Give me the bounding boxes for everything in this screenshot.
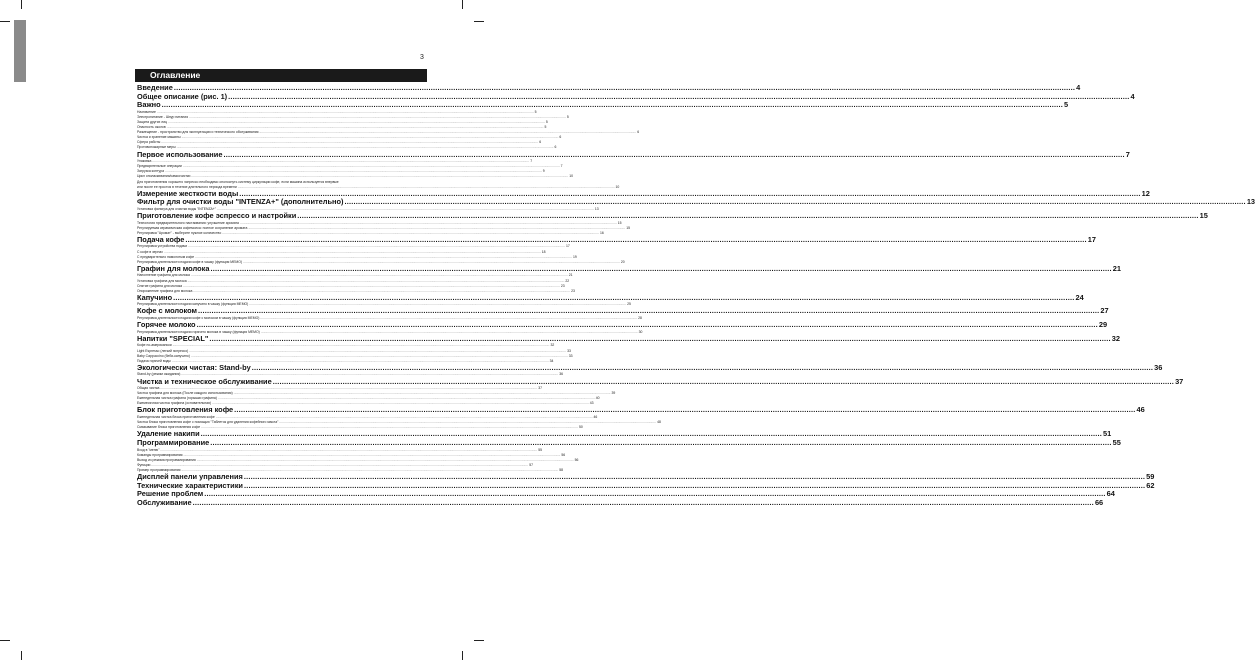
toc-entry-title: Подача горячей воды [137, 358, 171, 363]
toc-entry-page: 29 [1098, 320, 1108, 330]
toc-entry-title: Цикл ополаскивания/самоочистки [137, 174, 191, 179]
toc-leader-dots: ................................................................................................................................................................................................................................................................................................................................................................................................................ [201, 425, 578, 430]
toc-entry-title: Общее описание (рис. 1) [137, 91, 228, 101]
language-side-tab [14, 20, 26, 82]
toc-leader-dots: ................................................................................................................................................................................................................................................................................................................................................................................................................ [166, 125, 544, 130]
toc-entry-page: 24 [1075, 292, 1084, 302]
toc-entry-title: Чистка и хранение машины [137, 135, 181, 140]
toc-leader-dots: ................................................................................................................................................................................................................................................................................................................................................................................................................ [185, 234, 1087, 244]
toc-entry-title: Защита других лиц [137, 119, 168, 124]
toc-entry-page: 7 [1125, 149, 1130, 159]
toc-leader-dots: ................................................................................................................................................................................................................................................................................................................................................................................................................ [173, 83, 1076, 92]
toc-leader-dots: ................................................................................................................................................................................................................................................................................................................................................................................................................ [193, 288, 571, 293]
toc-entry-title: Установка фильтра для очистки воды "INTENZA+" [137, 206, 216, 211]
toc-entry-title: Графин для молока [137, 263, 210, 273]
toc-entry-title: Размещение - пространство для эксплуатации и технического обслуживания [137, 130, 259, 135]
toc-entry-title: Пример программирования [137, 467, 181, 472]
toc-entry-title: Напитки "SPECIAL" [137, 333, 209, 343]
toc-entry-page: 4 [1076, 83, 1081, 92]
toc-entry-page: 6 [554, 145, 557, 150]
toc-entry-title: Baby Cappuccino (беби-капучино) [137, 353, 190, 358]
toc-entry-title: Опасность ожогов [137, 125, 166, 130]
toc-leader-dots: ................................................................................................................................................................................................................................................................................................................................................................................................................ [196, 457, 574, 462]
toc-leader-dots: ................................................................................................................................................................................................................................................................................................................................................................................................................ [161, 140, 539, 145]
toc-leader-dots: ................................................................................................................................................................................................................................................................................................................................................................................................................ [243, 480, 1146, 490]
toc-leader-dots: ................................................................................................................................................................................................................................................................................................................................................................................................................ [191, 174, 569, 179]
toc-entry-page: 13 [1246, 197, 1255, 207]
toc-section-entry [137, 405, 1145, 415]
toc-entry-page: 58 [559, 467, 564, 472]
toc-entry-page: 22 [565, 278, 570, 283]
toc-leader-dots: ................................................................................................................................................................................................................................................................................................................................................................................................................ [183, 452, 561, 457]
toc-entry-title: Для приготовления хорошего эспрессо необходимо ополоснуть систему циркуляции кофе, если машина используется впервые [137, 179, 339, 184]
toc-section-entry [137, 210, 1208, 221]
toc-entry-page: 64 [1106, 489, 1115, 499]
toc-leader-dots: ................................................................................................................................................................................................................................................................................................................................................................................................................ [168, 119, 545, 124]
toc-entry-title: Фильтр для очистки воды "INTENZA+" (дополнительно) [137, 197, 344, 207]
toc-entry-page: 57 [529, 462, 533, 467]
crop-mark [474, 21, 484, 22]
crop-mark [21, 651, 22, 660]
toc-leader-dots: ................................................................................................................................................................................................................................................................................................................................................................................................................ [259, 130, 637, 135]
toc-entry-page: 5 [544, 125, 547, 130]
toc-leader-dots: ................................................................................................................................................................................................................................................................................................................................................................................................................ [243, 472, 1146, 481]
toc-entry-page: 37 [538, 386, 542, 391]
toc-entry-title: Чистка и техническое обслуживание [137, 376, 272, 386]
toc-entry-page: 28 [638, 316, 642, 321]
toc-entry-title: Наполнение графина для молока [137, 273, 190, 278]
page-title: Оглавление [150, 70, 201, 80]
toc-entry-page: 21 [568, 273, 573, 278]
toc-entry-title: Важно [137, 100, 161, 110]
toc-entry-title: Экологически чистая: Stand-by [137, 362, 251, 372]
toc-entry-title: Вход в "меню" [137, 447, 160, 452]
toc-entry-title: Электропитание - Шнур питания [137, 114, 189, 119]
toc-leader-dots: ................................................................................................................................................................................................................................................................................................................................................................................................................ [210, 263, 1112, 273]
toc-entry-page: 15 [626, 225, 631, 230]
toc-entry-page: 43 [589, 401, 594, 406]
crop-mark [21, 0, 22, 9]
toc-section-entry [137, 197, 1255, 207]
toc-entry-title: Измерение жесткости воды [137, 188, 239, 198]
toc-entry-title-cont: или после ее простоя в течение длительного периода времени [137, 184, 237, 189]
toc-section-entry [137, 100, 1069, 110]
toc-entry-page: 32 [550, 343, 555, 348]
toc-entry-page: 23 [560, 283, 565, 288]
toc-entry-page: 39 [611, 391, 616, 396]
toc-leader-dots: ................................................................................................................................................................................................................................................................................................................................................................................................................ [189, 348, 567, 353]
toc-entry-title: Подача кофе [137, 234, 185, 244]
toc-entry-title: Решение проблем [137, 489, 204, 499]
crop-mark [0, 640, 10, 641]
toc-entry-title: Дисплей панели управления [137, 472, 243, 481]
toc-leader-dots: ................................................................................................................................................................................................................................................................................................................................................................................................................ [151, 462, 529, 467]
toc-entry-page: 5 [545, 119, 548, 124]
toc-leader-dots: ................................................................................................................................................................................................................................................................................................................................................................................................................ [237, 184, 615, 189]
table-of-contents [137, 83, 1255, 507]
toc-section-entry [137, 149, 1130, 160]
toc-leader-dots: ................................................................................................................................................................................................................................................................................................................................................................................................................ [181, 467, 559, 472]
toc-entry-page: 6 [637, 130, 640, 135]
toc-leader-dots: ................................................................................................................................................................................................................................................................................................................................................................................................................ [228, 91, 1130, 101]
toc-entry-title: Регулировка длительности подачи горячего молока в чашку (функция MEMO) [137, 329, 260, 334]
toc-entry-title: Удаление накипи [137, 429, 200, 439]
toc-entry-title: Назначение [137, 109, 156, 114]
toc-entry-title: Регулируемая керамическая кофемолка: полное сохранение аромата [137, 225, 248, 230]
toc-leader-dots: ................................................................................................................................................................................................................................................................................................................................................................................................................ [260, 316, 638, 321]
toc-entry-page: 20 [620, 259, 625, 264]
toc-entry-title: Введение [137, 83, 173, 92]
toc-entry-title: Программирование [137, 437, 210, 447]
toc-entry-title: Обслуживание [137, 497, 192, 507]
toc-entry-title: Смазывание блока приготовления кофе [137, 425, 201, 430]
toc-leader-dots: ................................................................................................................................................................................................................................................................................................................................................................................................................ [188, 244, 566, 249]
toc-leader-dots: ................................................................................................................................................................................................................................................................................................................................................................................................................ [189, 114, 566, 119]
toc-leader-dots: ................................................................................................................................................................................................................................................................................................................................................................................................................ [192, 497, 1094, 507]
toc-entry-title: Еженедельная чистка графина (горышки графина) [137, 396, 217, 401]
toc-entry-title: Противопожарные меры [137, 145, 176, 150]
toc-entry-page: 19 [572, 254, 577, 259]
toc-entry-title: Общая чистка [137, 386, 160, 391]
toc-entry-page: 36 [1154, 362, 1163, 372]
toc-leader-dots: ................................................................................................................................................................................................................................................................................................................................................................................................................ [239, 188, 1141, 198]
toc-section-entry [137, 333, 1120, 344]
toc-entry-title: Функции [137, 462, 151, 467]
toc-leader-dots: ................................................................................................................................................................................................................................................................................................................................................................................................................ [181, 372, 559, 377]
toc-entry-page: 17 [566, 244, 570, 249]
toc-section-entry [137, 263, 1122, 274]
toc-leader-dots: ................................................................................................................................................................................................................................................................................................................................................................................................................ [176, 145, 554, 150]
toc-entry-page: 10 [615, 184, 620, 189]
toc-leader-dots: ................................................................................................................................................................................................................................................................................................................................................................................................................ [260, 329, 638, 334]
toc-leader-dots: ................................................................................................................................................................................................................................................................................................................................................................................................................ [182, 164, 560, 169]
toc-entry-title: Блок приготовления кофе [137, 405, 234, 415]
toc-entry-title: Команды программирования [137, 452, 183, 457]
toc-section-entry [137, 497, 1104, 508]
toc-leader-dots: ................................................................................................................................................................................................................................................................................................................................................................................................................ [279, 420, 657, 425]
toc-leader-dots: ................................................................................................................................................................................................................................................................................................................................................................................................................ [190, 353, 568, 358]
toc-entry-page: 18 [541, 249, 546, 254]
toc-entry-page: 34 [549, 358, 554, 363]
toc-leader-dots: ................................................................................................................................................................................................................................................................................................................................................................................................................ [249, 302, 627, 307]
toc-subsection-entry [137, 174, 574, 179]
toc-entry-page: 36 [559, 372, 564, 377]
toc-leader-dots: ................................................................................................................................................................................................................................................................................................................................................................................................................ [187, 278, 565, 283]
toc-leader-dots: ................................................................................................................................................................................................................................................................................................................................................................................................................ [164, 169, 542, 174]
page-number: 3 [420, 54, 424, 61]
toc-leader-dots: ................................................................................................................................................................................................................................................................................................................................................................................................................ [173, 292, 1075, 302]
toc-leader-dots: ................................................................................................................................................................................................................................................................................................................................................................................................................ [215, 415, 593, 420]
toc-section-entry [137, 437, 1121, 448]
toc-entry-title: Опорожнение графина для молока [137, 288, 193, 293]
toc-leader-dots: ................................................................................................................................................................................................................................................................................................................................................................................................................ [222, 230, 600, 235]
toc-entry-title: Технические характеристики [137, 480, 243, 490]
toc-entry-page: 6 [559, 135, 562, 140]
toc-entry-title: Еженедельная чистка блока приготовления кофе [137, 415, 215, 420]
toc-leader-dots: ................................................................................................................................................................................................................................................................................................................................................................................................................ [160, 447, 538, 452]
toc-leader-dots: ................................................................................................................................................................................................................................................................................................................................................................................................................ [204, 489, 1106, 499]
toc-entry-page: 5 [1064, 100, 1069, 110]
toc-leader-dots: ................................................................................................................................................................................................................................................................................................................................................................................................................ [161, 100, 1064, 110]
toc-leader-dots: ................................................................................................................................................................................................................................................................................................................................................................................................................ [181, 135, 559, 140]
toc-leader-dots: ................................................................................................................................................................................................................................................................................................................................................................................................................ [160, 386, 538, 391]
toc-entry-title: С предварительно намолотым кофе [137, 254, 195, 259]
crop-mark [462, 651, 463, 660]
toc-entry-title: С кофе в зернах [137, 249, 163, 254]
toc-entry-page: 37 [1175, 376, 1184, 386]
toc-leader-dots: ................................................................................................................................................................................................................................................................................................................................................................................................................ [242, 259, 620, 264]
toc-entry-title: Предварительные операции [137, 164, 182, 169]
toc-entry-page: 5 [534, 109, 537, 114]
toc-leader-dots: ................................................................................................................................................................................................................................................................................................................................................................................................................ [163, 249, 541, 254]
toc-entry-page: 15 [1199, 210, 1208, 220]
toc-entry-page: 27 [1100, 306, 1109, 316]
toc-entry-page: 66 [1094, 497, 1104, 507]
toc-entry-page: 7 [530, 159, 533, 164]
toc-entry-title: Капучино [137, 292, 173, 302]
toc-entry-page: 9 [542, 169, 545, 174]
toc-leader-dots: ................................................................................................................................................................................................................................................................................................................................................................................................................ [297, 210, 1199, 220]
toc-entry-title: Горячее молоко [137, 320, 196, 330]
toc-leader-dots: ................................................................................................................................................................................................................................................................................................................................................................................................................ [234, 405, 1136, 415]
toc-entry-title: Light Espresso (легкий эспрессо) [137, 348, 189, 353]
crop-mark [474, 640, 484, 641]
toc-leader-dots: ................................................................................................................................................................................................................................................................................................................................................................................................................ [344, 197, 1246, 207]
toc-entry-page: 50 [578, 425, 583, 430]
toc-entry-title: Выход из режима программирования [137, 457, 196, 462]
toc-entry-title: Сфера работы [137, 140, 161, 145]
toc-entry-page: 23 [571, 288, 575, 293]
toc-entry-page: 46 [1136, 405, 1145, 415]
toc-leader-dots: ................................................................................................................................................................................................................................................................................................................................................................................................................ [239, 220, 617, 225]
toc-entry-title: Регулировка длительности подачи капучино в чашку (функция MEMO) [137, 302, 249, 307]
toc-entry-title: Регулировка длительности подачи кофе в чашку (функция MEMO) [137, 259, 242, 264]
toc-entry-page: 46 [593, 415, 598, 420]
toc-entry-page: 33 [567, 348, 571, 353]
toc-leader-dots: ................................................................................................................................................................................................................................................................................................................................................................................................................ [198, 306, 1100, 316]
toc-entry-title: Stand-by (режим ожидания) [137, 372, 181, 377]
toc-entry-page: 55 [1112, 437, 1121, 447]
toc-entry-title: Регулировка устройства подачи [137, 244, 188, 249]
toc-leader-dots: ................................................................................................................................................................................................................................................................................................................................................................................................................ [210, 437, 1112, 447]
toc-section-entry [137, 362, 1163, 373]
toc-entry-page: 6 [539, 140, 542, 145]
toc-leader-dots: ................................................................................................................................................................................................................................................................................................................................................................................................................ [172, 343, 550, 348]
toc-leader-dots: ................................................................................................................................................................................................................................................................................................................................................................................................................ [217, 396, 595, 401]
toc-section-entry [137, 292, 1084, 303]
toc-entry-title: Технология предварительного настаивания: улучшение аромата [137, 220, 239, 225]
toc-entry-page: 55 [538, 447, 543, 452]
toc-entry-page: 13 [594, 206, 599, 211]
toc-section-entry [137, 306, 1109, 316]
toc-leader-dots: ................................................................................................................................................................................................................................................................................................................................................................................................................ [233, 391, 611, 396]
toc-entry-title: Чистка графина для молока (После каждого использования) [137, 391, 233, 396]
toc-entry-page: 25 [627, 302, 631, 307]
toc-entry-page: 56 [561, 452, 566, 457]
toc-leader-dots: ................................................................................................................................................................................................................................................................................................................................................................................................................ [156, 109, 534, 114]
toc-leader-dots: ................................................................................................................................................................................................................................................................................................................................................................................................................ [272, 376, 1175, 386]
toc-leader-dots: ................................................................................................................................................................................................................................................................................................................................................................................................................ [251, 362, 1154, 372]
crop-mark [0, 21, 10, 22]
toc-leader-dots: ................................................................................................................................................................................................................................................................................................................................................................................................................ [248, 225, 626, 230]
toc-entry-title: Чистка блока приготовления кофе с помощью "Таблеток для удаления кофейного масла" [137, 420, 279, 425]
toc-section-entry [137, 234, 1096, 245]
toc-entry-page: 10 [569, 174, 574, 179]
toc-leader-dots: ................................................................................................................................................................................................................................................................................................................................................................................................................ [211, 401, 589, 406]
toc-entry-page: 32 [1111, 333, 1120, 343]
toc-entry-page: 7 [560, 164, 563, 169]
toc-entry-page: 56 [574, 457, 579, 462]
toc-entry-page: 12 [1141, 188, 1150, 198]
toc-entry-page: 5 [566, 114, 569, 119]
toc-leader-dots: ................................................................................................................................................................................................................................................................................................................................................................................................................ [200, 429, 1102, 439]
toc-entry-page: 21 [1112, 263, 1122, 273]
toc-entry-title: Упаковка [137, 159, 152, 164]
toc-entry-page: 48 [657, 420, 661, 425]
toc-leader-dots: ................................................................................................................................................................................................................................................................................................................................................................................................................ [183, 283, 560, 288]
toc-leader-dots: ................................................................................................................................................................................................................................................................................................................................................................................................................ [171, 358, 549, 363]
toc-leader-dots: ................................................................................................................................................................................................................................................................................................................................................................................................................ [209, 333, 1111, 343]
toc-entry-title: Ежемесячная чистка графина (основательная) [137, 401, 211, 406]
toc-leader-dots: ................................................................................................................................................................................................................................................................................................................................................................................................................ [196, 320, 1098, 330]
toc-entry-title: Снятие графина для молока [137, 283, 183, 288]
crop-mark [462, 0, 463, 9]
toc-entry-page: 16 [600, 230, 604, 235]
toc-entry-title: Регулировка "Аромат" - выберите нужное количество [137, 230, 222, 235]
toc-leader-dots: ................................................................................................................................................................................................................................................................................................................................................................................................................ [195, 254, 572, 259]
toc-entry-page: 40 [595, 396, 600, 401]
toc-entry-page: 17 [1087, 234, 1096, 244]
toc-entry-title: Кофе с молоком [137, 306, 198, 316]
toc-entry-page: 62 [1146, 480, 1155, 490]
toc-entry-page: 33 [568, 353, 573, 358]
toc-entry-title: Регулировка длительности подачи кофе с молоком в чашку (функция MEMO) [137, 316, 260, 321]
toc-entry-title: Первое использование [137, 149, 223, 159]
toc-leader-dots: ................................................................................................................................................................................................................................................................................................................................................................................................................ [190, 273, 568, 278]
toc-entry-page: 30 [638, 329, 643, 334]
toc-section-entry [137, 376, 1184, 387]
toc-section-entry [137, 320, 1108, 330]
toc-entry-title: Установка графина для молока [137, 278, 187, 283]
toc-entry-title: Загрузка контура [137, 169, 164, 174]
toc-entry-title: Приготовление кофе эспрессо и настройки [137, 210, 297, 220]
toc-entry-page: 51 [1102, 429, 1112, 439]
toc-entry-title: Кофе по-американски [137, 343, 172, 348]
toc-entry-page: 59 [1146, 472, 1155, 481]
toc-entry-page: 15 [617, 220, 622, 225]
toc-entry-page: 4 [1130, 91, 1135, 101]
toc-leader-dots: ................................................................................................................................................................................................................................................................................................................................................................................................................ [217, 206, 594, 211]
toc-leader-dots: ................................................................................................................................................................................................................................................................................................................................................................................................................ [152, 159, 530, 164]
toc-leader-dots: ................................................................................................................................................................................................................................................................................................................................................................................................................ [223, 149, 1125, 159]
